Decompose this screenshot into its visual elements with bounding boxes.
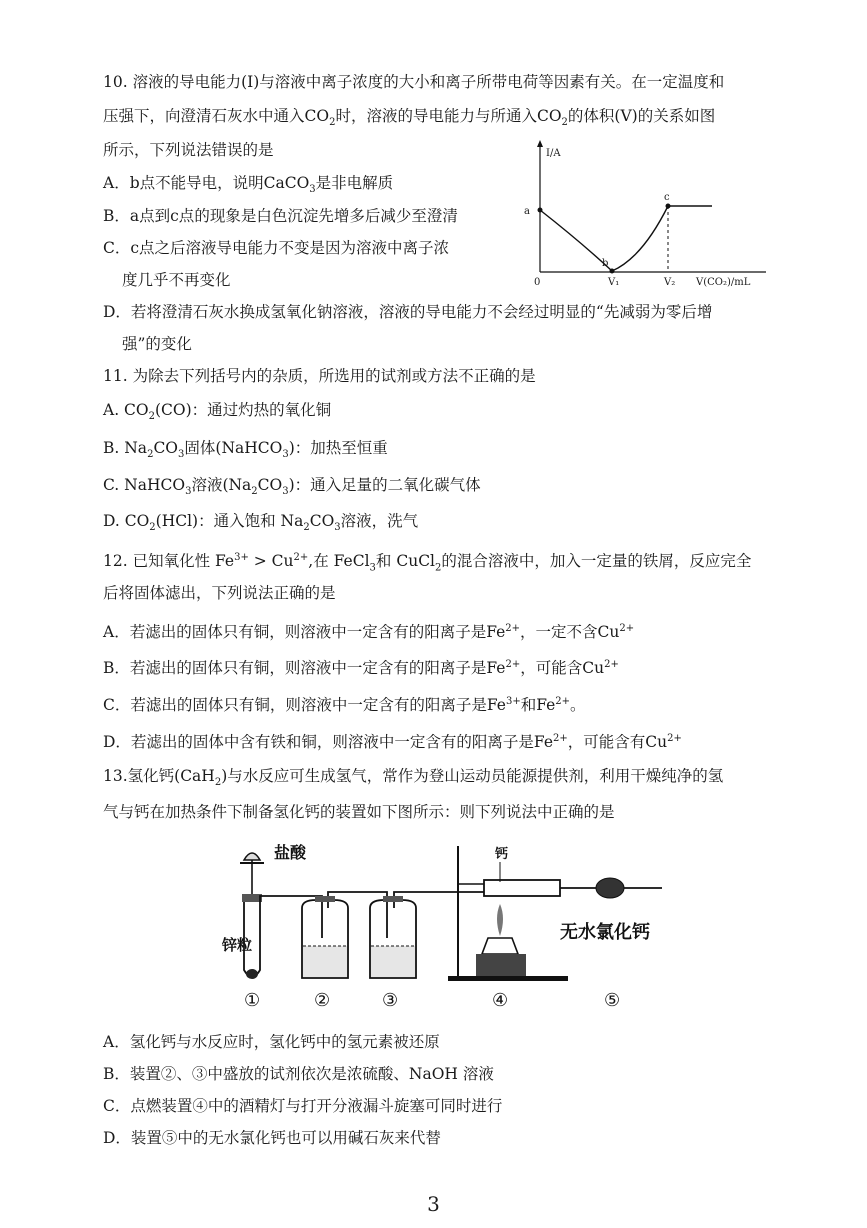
- hcl-label: 盐酸: [274, 843, 307, 862]
- q11-option-a: A. $CO_2(CO)$：通过灼热的氧化铜: [103, 401, 332, 423]
- zinc-label: 锌粒: [222, 936, 253, 954]
- tube-1-2: [260, 896, 322, 938]
- q13-option-c: C．点燃装置④中的酒精灯与打开分液漏斗旋塞可同时进行: [103, 1097, 503, 1115]
- drying-tube-bulb: [596, 878, 624, 898]
- lamp-block: [476, 954, 526, 976]
- q11-stem: 11. 为除去下列括号内的杂质，所选用的试剂或方法不正确的是: [103, 367, 536, 385]
- origin-label: 0: [534, 277, 541, 288]
- q10-stem-line1: 10. 溶液的导电能力(I)与溶液中离子浓度的大小和离子所带电荷等因素有关。在一定温度和: [103, 73, 725, 91]
- point-c-label: c: [664, 192, 670, 203]
- label-5: ⑤: [604, 990, 621, 1011]
- zinc-granules: [246, 969, 258, 979]
- page-number: 3: [427, 1192, 440, 1216]
- q12-option-c: C．若滤出的固体只有铜，则溶液中一定含有的阳离子是$Fe^{3+}$和$Fe^{2+}$。: [103, 696, 586, 715]
- reaction-tube: [484, 880, 560, 896]
- point-b-label: b: [602, 258, 609, 269]
- apparatus-svg: [222, 838, 692, 1010]
- point-c-dot: [666, 204, 671, 209]
- q13-option-b: B．装置②、③中盛放的试剂依次是浓硫酸、NaOH 溶液: [103, 1065, 494, 1083]
- bottle-2-liquid: [303, 946, 347, 977]
- test-tube-stopper: [242, 894, 262, 902]
- y-axis-label: I/A: [546, 148, 561, 159]
- bottle-3-liquid: [371, 946, 415, 977]
- q10-option-d-line1: D．若将澄清石灰水换成氢氧化钠溶液，溶液的导电能力不会经过明显的“先减弱为零后增: [103, 303, 713, 321]
- v2-label: V₂: [664, 277, 676, 288]
- label-2: ②: [314, 990, 331, 1011]
- apparatus-diagram: [222, 838, 692, 1010]
- q13-stem-line2: 气与钙在加热条件下制备氢化钙的装置如下图所示：则下列说法中正确的是: [103, 803, 615, 821]
- bottle-3-stopper: [383, 896, 403, 902]
- q12-stem-line1: 12. 已知氧化性 $Fe^{3+} > Cu^{2+}$,在 FeCl$_3$和 CuCl$_2$的混合溶液中，加入一定量的铁屑，反应完全: [103, 552, 752, 574]
- q12-option-d: D．若滤出的固体中含有铁和铜，则溶液中一定含有的阳离子是$Fe^{2+}$，可能含有$Cu^{2+}$: [103, 733, 682, 752]
- alcohol-lamp: [482, 938, 518, 954]
- label-4: ④: [492, 990, 509, 1011]
- point-a-label: a: [524, 206, 530, 217]
- q13-stem-line1: 13.氢化钙(CaH$_2$)与水反应可生成氢气，常作为登山运动员能源提供剂，利用干燥纯净的氢: [103, 767, 724, 789]
- label-1: ①: [244, 990, 261, 1011]
- cacl2-label: 无水氯化钙: [560, 922, 650, 943]
- q10-option-d-line2: 强”的变化: [122, 335, 192, 353]
- x-axis-label: V(CO₂)/mL: [696, 277, 751, 288]
- lamp-flame: [497, 904, 503, 936]
- q10-option-c-line2: 度几乎不再变化: [122, 271, 231, 289]
- calcium-label: 钙: [495, 847, 509, 862]
- q11-option-b: B. $Na_2CO_3$固体(NaHCO$_3$)：加热至恒重: [103, 439, 388, 461]
- q12-option-a: A．若滤出的固体只有铜，则溶液中一定含有的阳离子是$Fe^{2+}$，一定不含$Cu^{2+}$: [103, 623, 635, 642]
- label-3: ③: [382, 990, 399, 1011]
- conductivity-graph: [512, 138, 772, 288]
- q11-option-c: C. NaHCO$_3$溶液$(Na_2CO_3)$：通入足量的二氧化碳气体: [103, 476, 481, 498]
- q13-option-d: D．装置⑤中的无水氯化钙也可以用碱石灰来代替: [103, 1129, 441, 1147]
- point-b-dot: [610, 269, 615, 274]
- q12-stem-line2: 后将固体滤出，下列说法正确的是: [103, 584, 336, 602]
- tube-2-3: [328, 892, 387, 938]
- q10-option-a: A．b点不能导电，说明CaCO$_3$是非电解质: [103, 174, 394, 196]
- q11-option-d: D. $CO_2(HCl)$：通入饱和 $Na_2CO_3$溶液，洗气: [103, 512, 419, 534]
- y-axis-arrow: [537, 140, 543, 147]
- q10-stem-line3: 所示，下列说法错误的是: [103, 141, 274, 159]
- q12-option-b: B．若滤出的固体只有铜，则溶液中一定含有的阳离子是$Fe^{2+}$，可能含$Cu^{2+}$: [103, 659, 619, 678]
- conductivity-graph-svg: [512, 138, 772, 288]
- bottle-2-stopper: [315, 896, 335, 902]
- q10-option-b: B．a点到c点的现象是白色沉淀先增多后减少至澄清: [103, 207, 458, 225]
- point-a-dot: [538, 208, 543, 213]
- q10-option-c-line1: C．c点之后溶液导电能力不变是因为溶液中离子浓: [103, 239, 450, 257]
- v1-label: V₁: [608, 277, 620, 288]
- iron-stand-base: [448, 976, 568, 981]
- q10-stem-line2: 压强下，向澄清石灰水中通入$CO_2$时，溶液的导电能力与所通入$CO_2$的体积(V)的关系如图: [103, 107, 716, 129]
- q13-option-a: A．氢化钙与水反应时，氢化钙中的氢元素被还原: [103, 1033, 440, 1051]
- funnel-bulb: [244, 853, 260, 860]
